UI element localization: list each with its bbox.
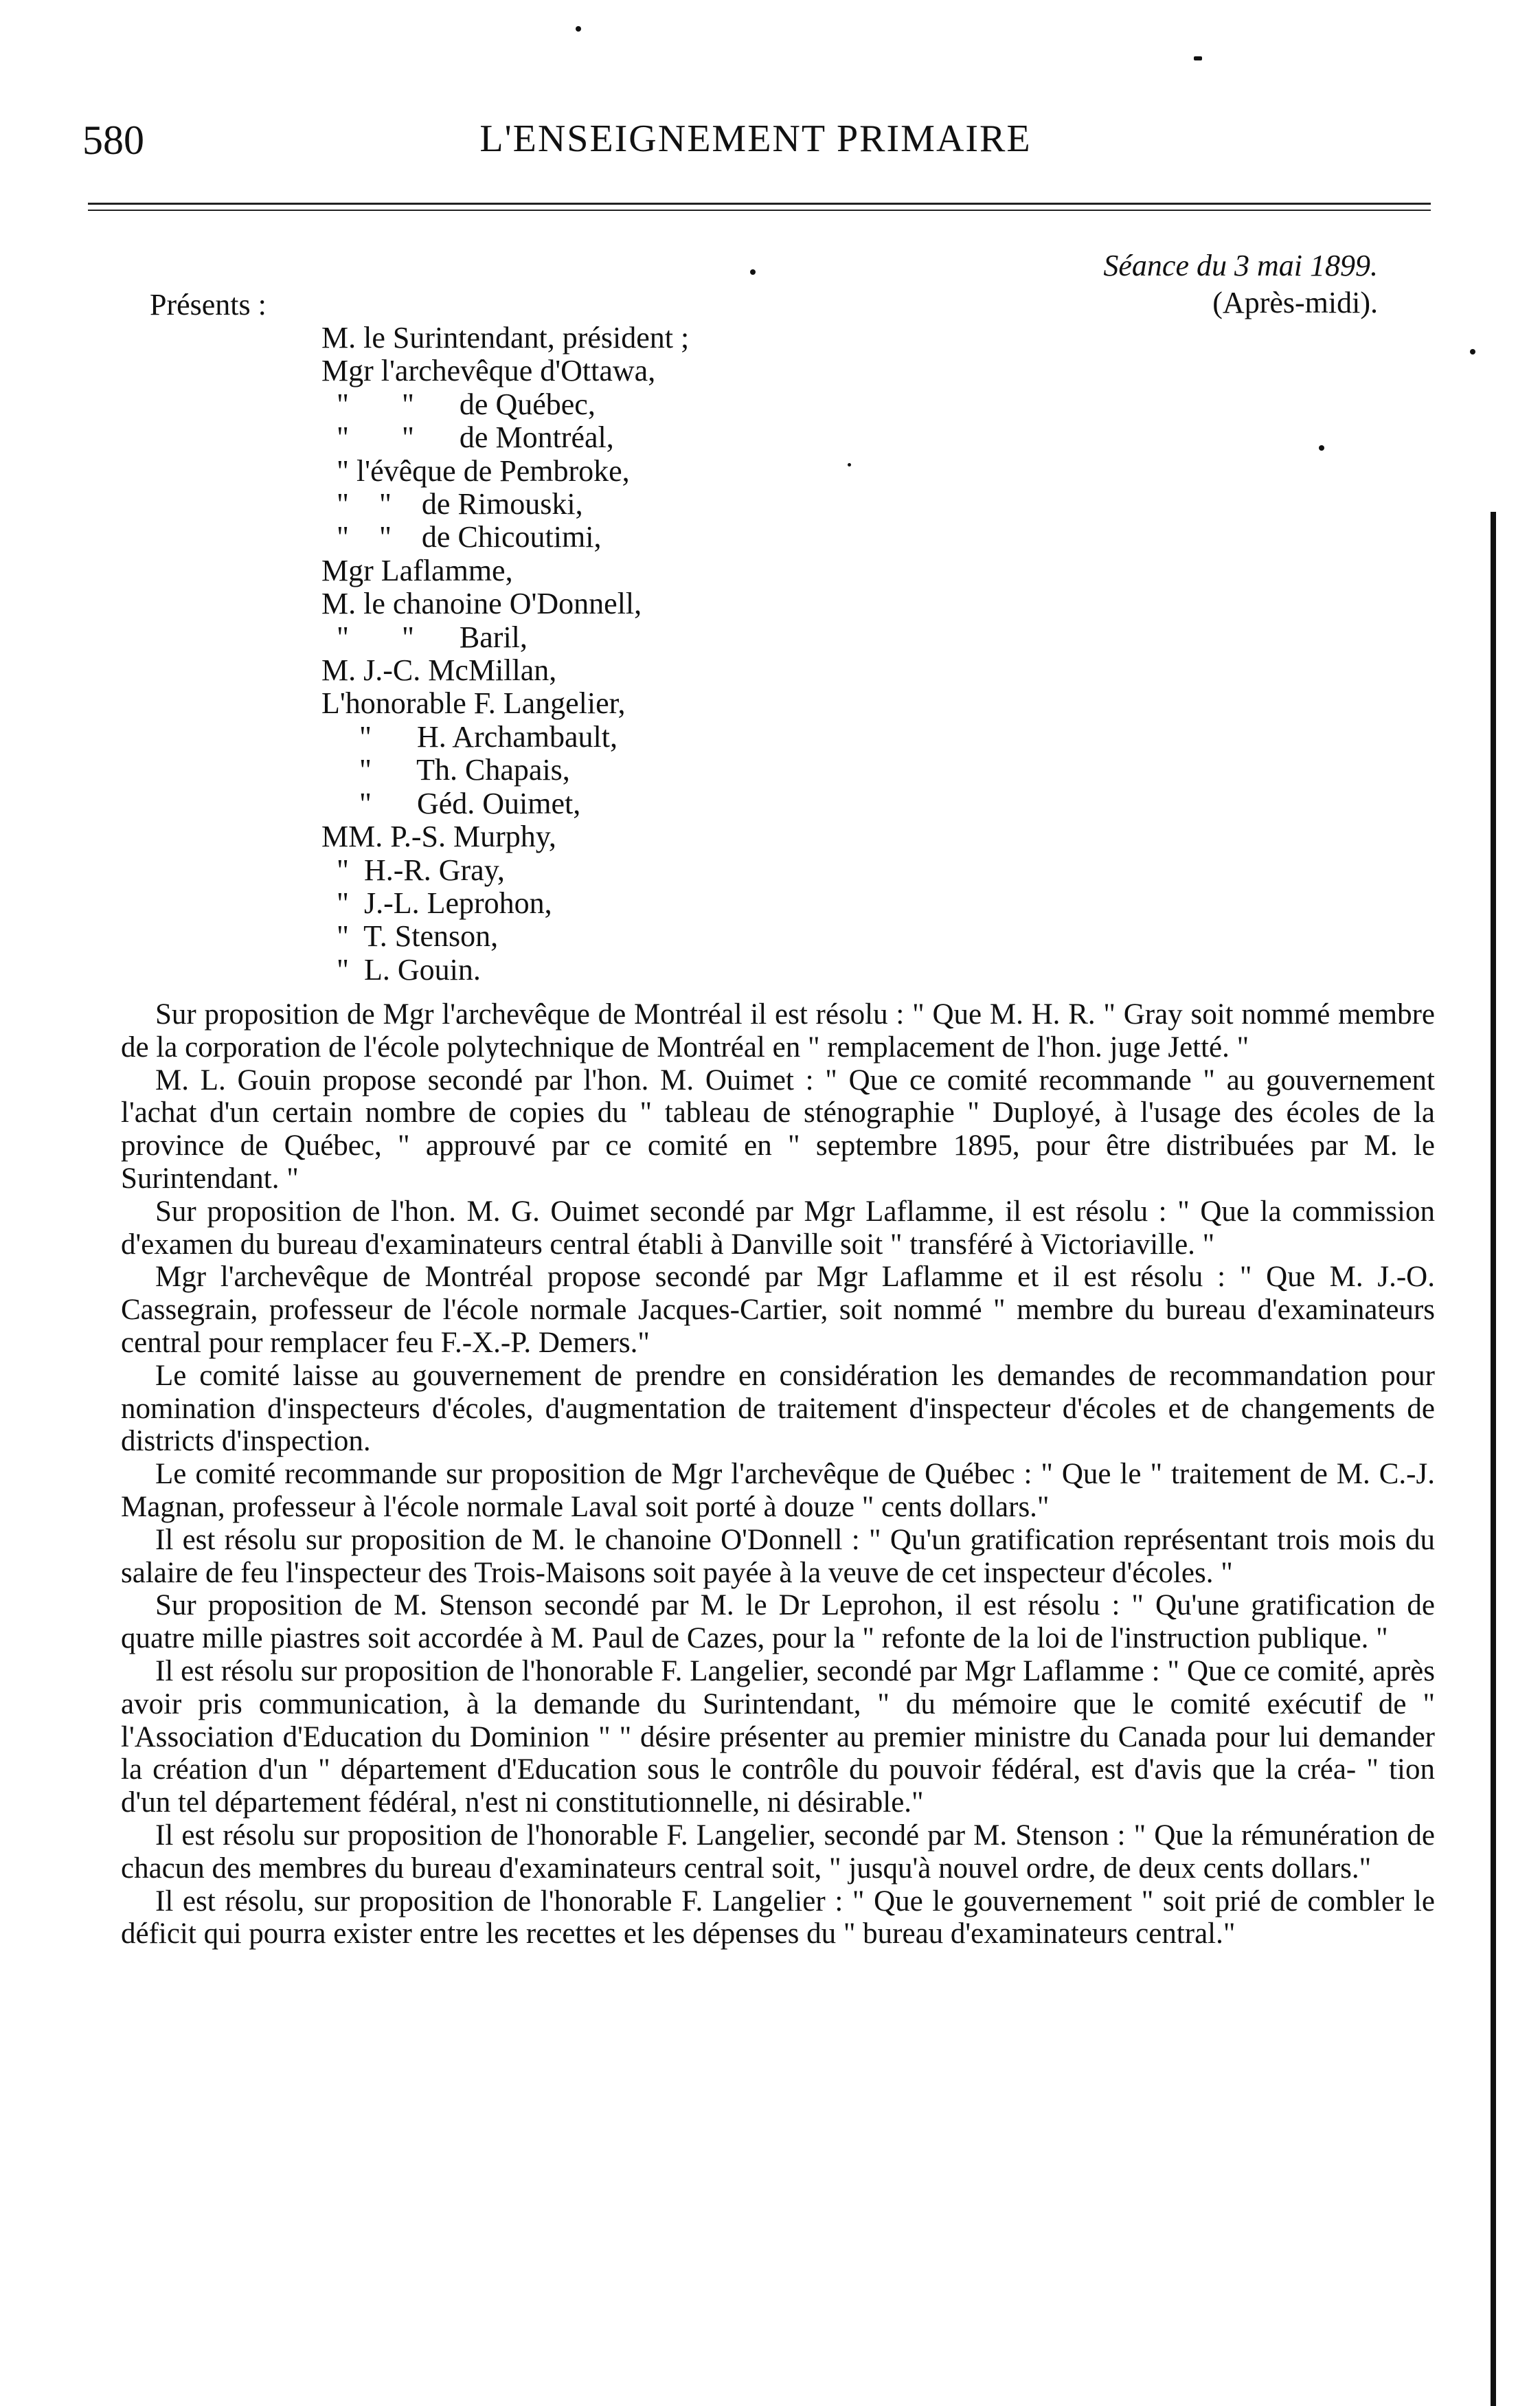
attendee-line: M. le Surintendant, président ; <box>321 321 690 355</box>
scan-edge-bar <box>1491 512 1496 2406</box>
minutes-body <box>121 998 1435 1950</box>
scan-speck <box>576 26 581 32</box>
attendee-line: " " de Chicoutimi, <box>321 520 602 554</box>
page-number: 580 <box>82 117 144 163</box>
attendee-line: M. le chanoine O'Donnell, <box>321 587 642 621</box>
attendee-line: " " de Rimouski, <box>321 487 583 521</box>
attendee-line: " " Baril, <box>321 620 528 654</box>
attendee-line: " Géd. Ouimet, <box>321 786 581 820</box>
session-heading <box>1103 247 1378 322</box>
attendees-list <box>321 322 689 987</box>
scan-speck <box>1319 445 1324 451</box>
attendee-line: M. J.-C. McMillan, <box>321 653 557 688</box>
scan-speck <box>750 269 756 275</box>
attendee-line: " H. Archambault, <box>321 719 618 754</box>
presents-label: Présents : <box>150 288 267 322</box>
running-title: L'ENSEIGNEMENT PRIMAIRE <box>479 117 1032 160</box>
attendee-line: " " de Québec, <box>321 387 596 421</box>
resolution-paragraph: Il est résolu sur proposition de l'honorable F. Langelier, secondé par M. Stenson : " Que la rémunération de chacun des membres du bureau d'examinateurs central soit, " jusqu'à nouvel ordre, de deux cents dollars." <box>121 1819 1435 1885</box>
resolution-paragraph: Sur proposition de l'hon. M. G. Ouimet secondé par Mgr Laflamme, il est résolu : " Que la commission d'examen du bureau d'examinateurs central établi à Danville soit " transféré à Victoriaville. " <box>121 1195 1435 1261</box>
attendee-line: " T. Stenson, <box>321 919 499 954</box>
resolution-paragraph: Il est résolu sur proposition de l'honorable F. Langelier, secondé par Mgr Laflamme : " Que ce comité, après avoir pris communication, à la demande du Surintendant, " du mémoire que le comité exécutif de " l'Association d'Education du Dominion " " désire présenter au premier ministre du Canada pour lui demander la création d'un " département d'Education sous le contrôle du pouvoir fédéral, est d'avis que la créa- " tion d'un tel département fédéral, n'est ni constitutionnelle, ni désirable." <box>121 1654 1435 1819</box>
resolution-paragraph: Le comité recommande sur proposition de Mgr l'archevêque de Québec : " Que le " traitement de M. C.-J. Magnan, professeur à l'école normale Laval soit porté à douze " cents dollars." <box>121 1458 1435 1523</box>
attendee-line: " J.-L. Leprohon, <box>321 886 552 920</box>
attendee-line: " L. Gouin. <box>321 952 481 987</box>
scan-speck <box>1194 56 1202 60</box>
scan-speck <box>848 463 851 466</box>
attendee-line: Mgr Laflamme, <box>321 553 513 587</box>
resolution-paragraph: Il est résolu sur proposition de M. le chanoine O'Donnell : " Qu'un gratification représentant trois mois du salaire de feu l'inspecteur des Trois-Maisons soit payée à la veuve de cet inspecteur d'écoles. " <box>121 1523 1435 1589</box>
attendee-line: " Th. Chapais, <box>321 753 570 787</box>
page-header <box>82 117 1429 172</box>
resolution-paragraph: M. L. Gouin propose secondé par l'hon. M. Ouimet : " Que ce comité recommande " au gouvernement l'achat d'un certain nombre de copies du " tableau de sténographie " Duployé, à l'usage des écoles de la province de Québec, " approuvé par ce comité en " septembre 1895, pour être distribuées par M. le Surintendant. " <box>121 1064 1435 1195</box>
resolution-paragraph: Sur proposition de M. Stenson secondé par M. le Dr Leprohon, il est résolu : " Qu'une gratification de quatre mille piastres soit accordée à M. Paul de Cazes, pour la " refonte de la loi de l'instruction publique. " <box>121 1589 1435 1655</box>
attendee-line: " " de Montréal, <box>321 420 614 455</box>
resolution-paragraph: Sur proposition de Mgr l'archevêque de Montréal il est résolu : " Que M. H. R. " Gray soit nommé membre de la corporation de l'école polytechnique de Montréal en " remplacement de l'hon. juge Jetté. " <box>121 998 1435 1064</box>
attendee-line: " l'évêque de Pembroke, <box>321 453 630 488</box>
attendee-line: MM. P.-S. Murphy, <box>321 820 556 854</box>
session-time: (Après-midi). <box>1212 286 1378 319</box>
resolution-paragraph: Mgr l'archevêque de Montréal propose secondé par Mgr Laflamme et il est résolu : " Que M. J.-O. Cassegrain, professeur de l'école normale Jacques-Cartier, soit nommé " membre du bureau d'examinateurs central pour remplacer feu F.-X.-P. Demers." <box>121 1261 1435 1359</box>
attendee-line: L'honorable F. Langelier, <box>321 686 626 721</box>
resolution-paragraph: Il est résolu, sur proposition de l'honorable F. Langelier : " Que le gouvernement " soit prié de combler le déficit qui pourra exister entre les recettes et les dépenses du " bureau d'examinateurs central." <box>121 1885 1435 1950</box>
resolution-paragraph: Le comité laisse au gouvernement de prendre en considération les demandes de recommandation pour nomination d'inspecteurs d'écoles, d'augmentation de traitement d'inspecteur d'écoles et de changements de districts d'inspection. <box>121 1359 1435 1458</box>
scan-speck <box>1470 349 1475 355</box>
header-rule-secondary <box>88 210 1431 211</box>
session-date: Séance du 3 mai 1899. <box>1103 249 1378 282</box>
attendee-line: Mgr l'archevêque d'Ottawa, <box>321 354 656 388</box>
header-rule <box>88 203 1431 205</box>
attendee-line: " H.-R. Gray, <box>321 853 505 887</box>
